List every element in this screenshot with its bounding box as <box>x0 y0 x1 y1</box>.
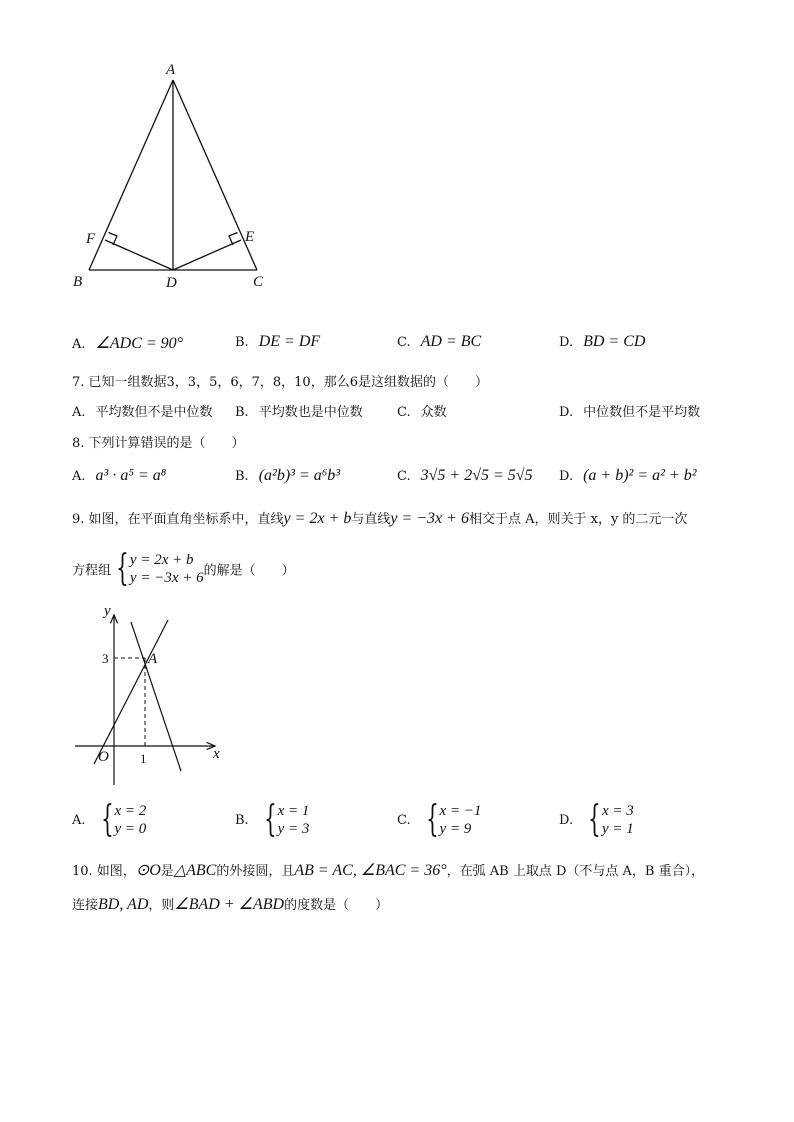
q10-stem-line1: 10. 如图，⊙O是△ABC的外接圆，且AB = AC, ∠BAC = 36°，在弧 AB 上取点 D（不与点 A，B 重合）， <box>72 862 705 879</box>
q9-equation-system: { y = 2x + b y = −3x + 6 <box>116 548 204 589</box>
label-c: C <box>253 274 264 290</box>
q6-option-a[interactable]: A. ∠ADC = 90° <box>72 335 184 352</box>
x-axis-label: x <box>213 746 220 762</box>
q8-option-b[interactable]: B. (a²b)³ = a⁶b³ <box>235 467 341 484</box>
origin-label: O <box>98 749 109 765</box>
segment-de <box>173 240 241 270</box>
q9-option-c[interactable]: C. { x = −1 y = 9 <box>397 799 482 840</box>
tick-label-x1: 1 <box>140 751 147 766</box>
triangle-figure <box>60 55 290 300</box>
q9-stem-line2: 方程组 { y = 2x + b y = −3x + 6 的解是（ ） <box>72 548 295 589</box>
q8-stem: 8. 下列计算错误的是（ ） <box>72 436 245 451</box>
tick-label-y3: 3 <box>102 651 109 666</box>
q6-option-d[interactable]: D. BD = CD <box>559 333 646 350</box>
label-d: D <box>166 275 177 291</box>
q8-option-c[interactable]: C. 3√5 + 2√5 = 5√5 <box>397 467 533 484</box>
label-b: B <box>73 274 83 290</box>
segment-df <box>105 240 173 270</box>
segment-ab <box>89 80 173 270</box>
q6-options <box>72 333 752 361</box>
line-y-2x-b <box>94 620 168 764</box>
q8-option-d[interactable]: D. (a + b)² = a² + b² <box>559 467 697 484</box>
q7-option-b[interactable]: B. 平均数也是中位数 <box>235 405 363 420</box>
q9-options <box>72 799 752 846</box>
q8-options <box>72 467 752 495</box>
q7-option-a[interactable]: A. 平均数但不是中位数 <box>72 405 213 420</box>
q10-stem-line2: 连接BD, AD，则∠BAD + ∠ABD的度数是（ ） <box>72 896 389 913</box>
q8-option-a[interactable]: A. a³ · a⁵ = a⁸ <box>72 467 167 484</box>
q7-stem: 7. 已知一组数据3，3，5，6，7，8，10，那么6是这组数据的（ ） <box>72 375 488 390</box>
q7-option-c[interactable]: C. 众数 <box>397 405 447 420</box>
q9-stem-line1: 9. 如图，在平面直角坐标系中，直线y = 2x + b与直线y = −3x + 6相交于点 A，则关于 x，y 的二元一次 <box>72 510 688 527</box>
q9-option-b[interactable]: B. { x = 1 y = 3 <box>235 799 310 840</box>
q9-option-d[interactable]: D. { x = 3 y = 1 <box>559 799 634 840</box>
q6-option-c[interactable]: C. AD = BC <box>397 333 482 350</box>
q7-option-d[interactable]: D. 中位数但不是平均数 <box>559 405 701 420</box>
q7-options <box>72 401 752 429</box>
y-axis-label: y <box>104 603 111 619</box>
point-a-label: A <box>148 651 158 667</box>
label-e: E <box>245 229 255 245</box>
label-f: F <box>86 231 96 247</box>
q6-option-b[interactable]: B. DE = DF <box>235 333 321 350</box>
label-a: A <box>166 62 176 78</box>
q9-option-a[interactable]: A. { x = 2 y = 0 <box>72 799 147 840</box>
q9-coordinate-figure <box>70 600 230 790</box>
